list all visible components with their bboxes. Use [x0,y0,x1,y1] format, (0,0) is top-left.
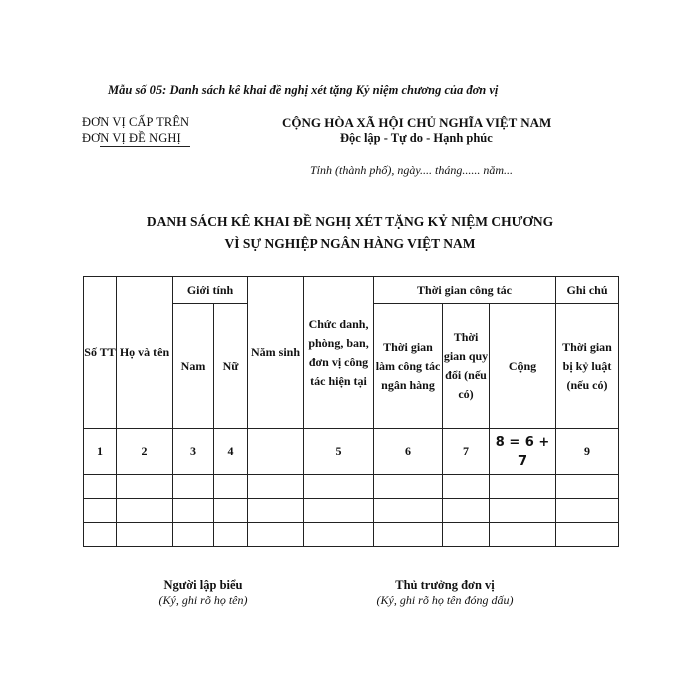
column-number: 1 [84,429,117,475]
superior-unit-label: ĐƠN VỊ CẤP TRÊN [82,115,190,129]
preparer-signature-block [138,578,268,608]
proposing-unit-label: ĐƠN VỊ ĐỀ NGHỊ [82,131,181,145]
preparer-note: (Ký, ghi rõ họ tên) [158,593,248,607]
form-number-title: Mẫu số 05: Danh sách kê khai đề nghị xét tặng Kỷ niệm chương của đơn vị [108,83,499,97]
header-position: Chức danh, phòng, ban, đơn vị công tác hiện tại [304,277,374,429]
document-title-line-2: VÌ SỰ NGHIỆP NGÂN HÀNG VIỆT NAM [224,236,476,251]
table-row [84,475,619,499]
header-name: Họ và tên [117,277,173,429]
preparer-title: Người lập biểu [163,578,243,592]
header-stt: Số TT [84,277,117,429]
column-number: 9 [556,429,619,475]
document-title-line-1: DANH SÁCH KÊ KHAI ĐỀ NGHỊ XÉT TẶNG KỶ NIỆM CHƯƠNG [146,214,554,229]
header-discipline: Thời gian bị kỷ luật (nếu có) [556,304,619,429]
header-time-converted: Thời gian quy đổi (nếu có) [443,304,490,429]
header-total: Cộng [490,304,556,429]
column-number: 7 [443,429,490,475]
header-notes: Ghi chú [556,277,619,304]
header-female: Nữ [214,304,248,429]
header-work-time: Thời gian công tác [374,277,556,304]
national-motto: Độc lập - Tự do - Hạnh phúc [340,131,493,145]
header-male: Nam [173,304,214,429]
column-number-formula: 8 = 6 + 7 [490,429,556,475]
header-time-in-bank: Thời gian làm công tác ngân hàng [374,304,443,429]
header-gender: Giới tính [173,277,248,304]
table-row [84,523,619,547]
proposing-unit-underline [100,146,190,147]
column-number: 6 [374,429,443,475]
column-number: 4 [214,429,248,475]
header-birth-year: Năm sinh [248,277,304,429]
head-note: (Ký, ghi rõ họ tên đóng dấu) [376,593,514,607]
column-number: 2 [117,429,173,475]
head-title: Thủ trưởng đơn vị [395,578,495,592]
column-number: 5 [304,429,374,475]
table-row [84,499,619,523]
place-date-line: Tỉnh (thành phố), ngày.... tháng...... năm... [310,163,513,177]
column-number: 3 [173,429,214,475]
head-signature-block [350,578,540,608]
nomination-table [83,276,619,547]
column-number [248,429,304,475]
national-title: CỘNG HÒA XÃ HỘI CHỦ NGHĨA VIỆT NAM [282,115,552,130]
